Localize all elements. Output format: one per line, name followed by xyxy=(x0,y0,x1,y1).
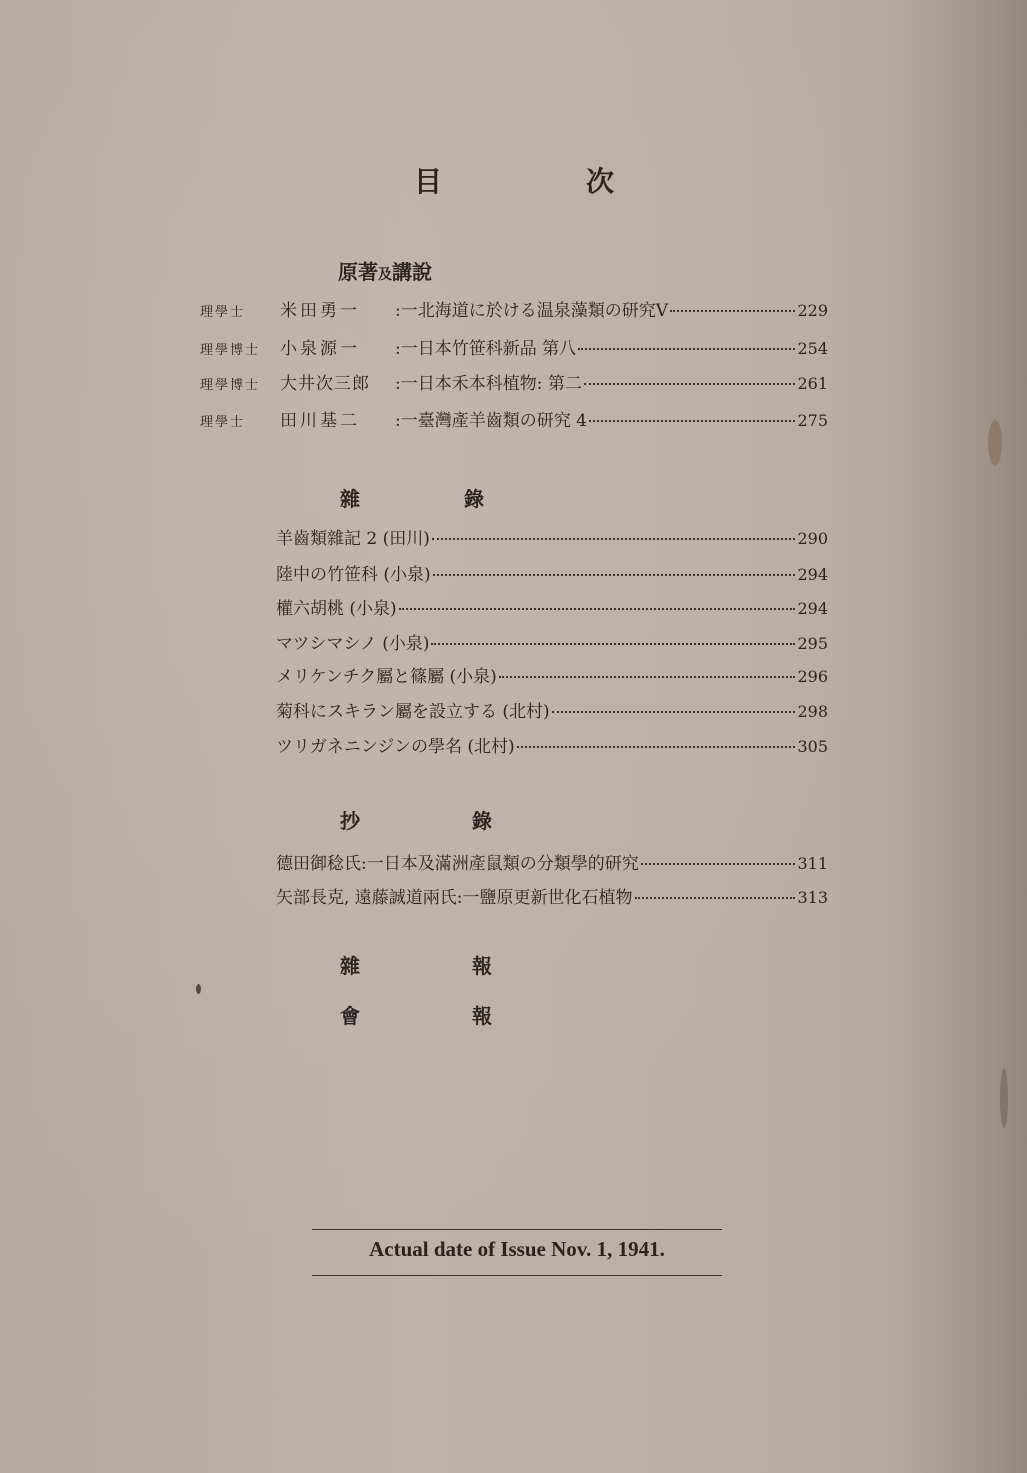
entry-title: 德田御稔氏:一日本及滿洲產鼠類の分類學的研究 xyxy=(276,854,639,874)
toc-entry[interactable] xyxy=(200,338,828,362)
entry-title: マツシマシノ (小泉) xyxy=(276,634,430,654)
entry-page: 261 xyxy=(797,374,828,393)
entry-page: 275 xyxy=(797,411,828,430)
entry-page: 305 xyxy=(797,737,828,756)
entry-page: 229 xyxy=(797,301,828,320)
dot-leader xyxy=(431,629,795,645)
dot-leader xyxy=(517,732,796,748)
entry-title: メリケンチク屬と篠屬 (小泉) xyxy=(276,667,497,687)
entry-degree: 理學士 xyxy=(200,305,246,320)
entry-title: 羊齒類雜記 2 (田川) xyxy=(276,529,430,549)
toc-entry[interactable] xyxy=(276,633,828,655)
entry-title: :一日本竹笹科新品 第八 xyxy=(395,339,577,359)
toc-entry[interactable] xyxy=(276,736,828,758)
toc-entry[interactable] xyxy=(200,410,828,434)
dot-leader xyxy=(499,662,796,678)
entry-page: 311 xyxy=(797,854,828,873)
entry-title: ツリガネニンジンの學名 (北村) xyxy=(276,737,515,757)
footer-rule-bottom xyxy=(312,1275,722,1276)
toc-entry[interactable] xyxy=(276,853,828,875)
entry-page: 294 xyxy=(797,565,828,584)
entry-page: 296 xyxy=(797,667,828,686)
toc-entry[interactable] xyxy=(276,598,828,620)
dot-leader xyxy=(399,594,796,610)
entry-title: :一臺灣產羊齒類の研究 4 xyxy=(395,411,587,431)
entry-page: 313 xyxy=(797,888,828,907)
entry-title: 菊科にスキラン屬を設立する (北村) xyxy=(276,702,550,722)
entry-title: 矢部長克, 遠藤誠道兩氏:一鹽原更新世化石植物 xyxy=(276,888,633,908)
paper-stain xyxy=(988,420,1002,466)
dot-leader xyxy=(635,883,796,899)
entry-author: 小泉源一 xyxy=(280,339,360,359)
entry-page: 294 xyxy=(797,599,828,618)
title-char-2: 次 xyxy=(586,165,615,198)
entry-title: 陸中の竹笹科 (小泉) xyxy=(276,565,431,585)
section-heading-originals: 原著及講說 xyxy=(338,260,432,284)
section-heading-miscellany: 雜 錄 xyxy=(340,487,484,511)
section-heading-news: 雜 報 xyxy=(340,954,492,978)
dot-leader xyxy=(641,849,796,865)
entry-title: :一北海道に於ける温泉藻類の研究V xyxy=(395,301,669,321)
dot-leader xyxy=(584,369,796,385)
page-title xyxy=(0,160,1027,210)
dot-leader xyxy=(432,524,796,540)
entry-author: 大井次三郎 xyxy=(280,374,370,394)
toc-entry[interactable] xyxy=(276,528,828,550)
section-heading-society: 會 報 xyxy=(340,1004,492,1028)
dot-leader xyxy=(589,406,796,422)
entry-title: :一日本禾本科植物: 第二 xyxy=(395,374,582,394)
title-char-1: 目 xyxy=(414,165,443,198)
entry-page: 295 xyxy=(797,634,828,653)
entry-title: 權六胡桃 (小泉) xyxy=(276,599,397,619)
dot-leader xyxy=(433,560,796,576)
paper-stain xyxy=(1000,1068,1008,1128)
entry-author: 米田勇一 xyxy=(280,301,360,321)
section-heading-abstracts: 抄 錄 xyxy=(340,809,492,833)
entry-author: 田川基二 xyxy=(280,411,360,431)
toc-entry[interactable] xyxy=(276,701,828,723)
issue-date: Actual date of Issue Nov. 1, 1941. xyxy=(369,1237,665,1261)
entry-page: 254 xyxy=(797,339,828,358)
entry-degree: 理學博士 xyxy=(200,378,261,393)
page-edge-shadow xyxy=(907,0,1027,1473)
entry-degree: 理學士 xyxy=(200,415,246,430)
dot-leader xyxy=(578,334,795,350)
toc-entry[interactable] xyxy=(200,373,828,397)
paper-speck xyxy=(196,984,201,994)
toc-entry[interactable] xyxy=(276,887,828,909)
entry-page: 298 xyxy=(797,702,828,721)
footer-rule-top xyxy=(312,1229,722,1230)
entry-page: 290 xyxy=(797,529,828,548)
toc-entry[interactable] xyxy=(276,564,828,586)
toc-entry[interactable] xyxy=(200,300,828,324)
dot-leader xyxy=(670,296,795,312)
toc-entry[interactable] xyxy=(276,666,828,688)
entry-degree: 理學博士 xyxy=(200,343,261,358)
dot-leader xyxy=(552,697,796,713)
